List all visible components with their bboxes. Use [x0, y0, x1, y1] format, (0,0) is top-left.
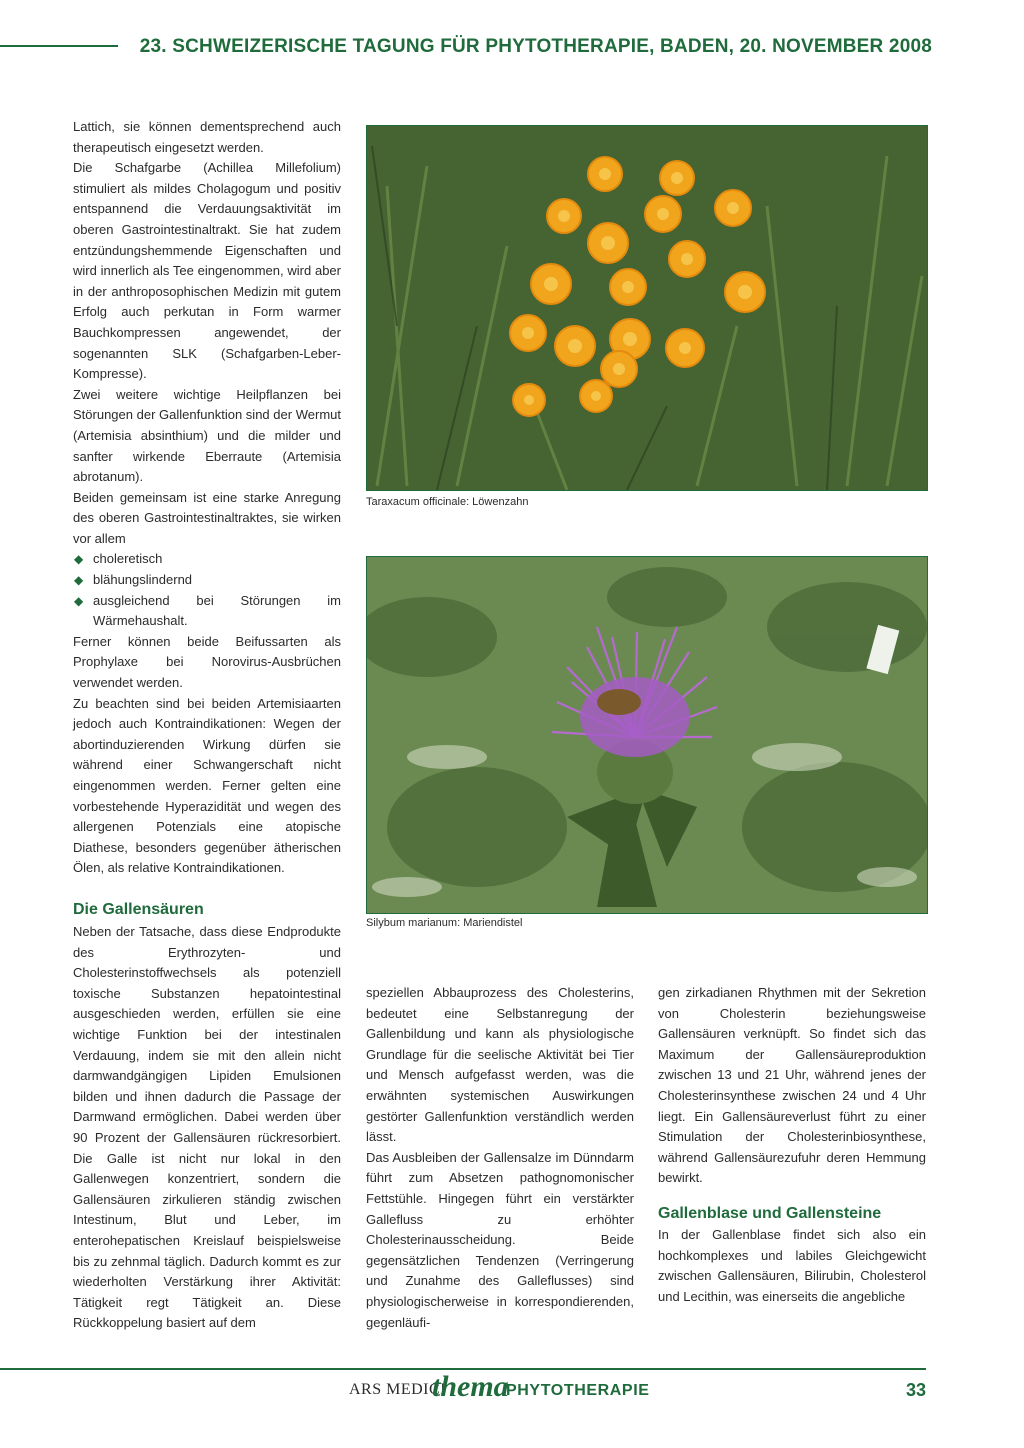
running-header: 23. SCHWEIZERISCHE TAGUNG FÜR PHYTOTHERAPIE, BADEN, 20. NOVEMBER 2008 [139, 36, 932, 57]
figure-caption: Taraxacum officinale: Löwenzahn [366, 496, 529, 508]
section-name: PHYTOTHERAPIE [506, 1382, 650, 1399]
paragraph: Beiden gemeinsam ist eine starke Anregung des oberen Gastrointestinaltraktes, sie wirken vor allem [73, 489, 341, 546]
bullet-item: ◆ choleretisch [73, 549, 341, 570]
paragraph: Ferner können beide Beifussarten als Prophylaxe bei Norovirus-Ausbrüchen verwendet werden. [73, 633, 341, 691]
page-number: 33 [905, 1380, 926, 1400]
journal-logo-thema: thema [432, 1370, 509, 1403]
dandelion-photo [366, 125, 928, 491]
header-rule [0, 45, 118, 47]
diamond-bullet-icon: ◆ [74, 552, 84, 567]
left-column [73, 117, 341, 879]
bullet-item: ◆ ausgleichend bei Störungen im Wärmehaushalt. [74, 592, 341, 629]
journal-name: ARS MEDICI [349, 1381, 447, 1398]
milk-thistle-photo [366, 556, 928, 914]
paragraph: Neben der Tatsache, dass diese Endprodukte des Erythrozyten- und Cholesterinstoffwechsels als potenziell toxische Substanzen hepatointestinal ausgeschieden werden, erfüllen sie eine wichtige Funktion bei der intestinalen Verdauung, indem sie mit den allein nicht darmwandgängigen Lipiden Emulsionen bilden und ihnen dadurch die Passage der Darmwand ermöglichen. Dabei werden über 90 Prozent der Gallensäuren rückresorbiert. Die Galle ist nicht nur lokal in den Gallenwegen konzentriert, sondern die Gallensäuren zirkulieren ständig zwischen Intestinum, Blut und Leber, im enterohepatischen Kreislauf beispielsweise bis zu zehnmal täglich. Dadurch kommt es zur wiederholten Verstärkung ihrer Aktivität: Tätigkeit regt Tätigkeit an. Diese Rückkoppelung basiert auf dem [73, 924, 341, 1331]
paragraph: Zwei weitere wichtige Heilpflanzen bei Störungen der Gallenfunktion sind der Wermut (Artemisia absinthium) und die milder und sanfter wirkende Eberraute (Artemisia abrotanum). [73, 386, 341, 485]
section-heading: Gallenblase und Gallensteine [658, 1204, 882, 1222]
right-column [658, 983, 926, 1307]
paragraph: gen zirkadianen Rhythmen mit der Sekretion von Cholesterin beziehungsweise Gallensäuren verknüpft. So findet sich das Maximum der Gallensäureproduktion zwischen 13 und 21 Uhr, während jenes der Cholesterinsynthese zwischen 24 und 4 Uhr liegt. Ein Gallensäureverlust führt zu einer Stimulation der Cholesterinbiosynthese, während Gallensäurezufuhr deren Hemmung bewirkt. [658, 985, 926, 1186]
left-column-lower [73, 922, 341, 1334]
paragraph: speziellen Abbauprozess des Cholesterins, bedeutet eine Selbstanregung der Gallenbildung und kann als physiologische Grundlage für die seelische Aktivität bei Tier und Mensch aufgefasst werden, was die erwähnten systemischen Auswirkungen gestörter Gallenfunktion verständlich werden lässt. [366, 985, 634, 1145]
paragraph: Das Ausbleiben der Gallensalze im Dünndarm führt zum Absetzen pathognomonischer Fettstühle. Hingegen führt ein verstärkter Gallefluss zu erhöhter Cholesterinausscheidung. Beide gegensätzlichen Tendenzen (Verringerung und Zunahme des Galleflusses) sind physiologischerweise in korrespondierenden, gegenläufi- [366, 1149, 634, 1330]
diamond-bullet-icon: ◆ [74, 573, 84, 588]
paragraph: Lattich, sie können dementsprechend auch therapeutisch eingesetzt werden. [73, 119, 341, 155]
paragraph: Die Schafgarbe (Achillea Millefolium) stimuliert als mildes Cholagogum und positiv entspannend die Verdauungsaktivität im oberen Gastrointestinaltrakt. Sie hat zudem entzündungshemmende Eigenschaften und wird innerlich als Tee eingenommen, wird aber in der anthroposophischen Medizin mit gutem Erfolg auch perkutan in Form warmer Bauchkompressen angewendet, der sogenannten SLK (Schafgarben-Leber-Kompresse). [73, 160, 341, 382]
paragraph: In der Gallenblase findet sich also ein hochkomplexes und labiles Gleichgewicht zwischen Gallensäuren, Bilirubin, Cholesterol und Lecithin, was einerseits die angebliche [658, 1226, 926, 1304]
figure-caption: Silybum marianum: Mariendistel [366, 917, 523, 929]
middle-column [366, 983, 634, 1333]
section-heading: Die Gallensäuren [73, 901, 204, 918]
footer [349, 1370, 926, 1414]
bullet-item: ◆ blähungslindernd [73, 570, 341, 591]
diamond-bullet-icon: ◆ [74, 593, 84, 608]
paragraph: Zu beachten sind bei beiden Artemisiaarten jedoch auch Kontraindikationen: Wegen der abortinduzierenden Wirkung dürfen sie während einer Schwangerschaft nicht eingenommen werden. Ferner gelten eine vorbestehende Hyperazidität und wegen des allergenen Potenzials eine atopische Diathese, besonders gegenüber ätherischen Ölen, als relative Kontraindikationen. [73, 695, 341, 876]
